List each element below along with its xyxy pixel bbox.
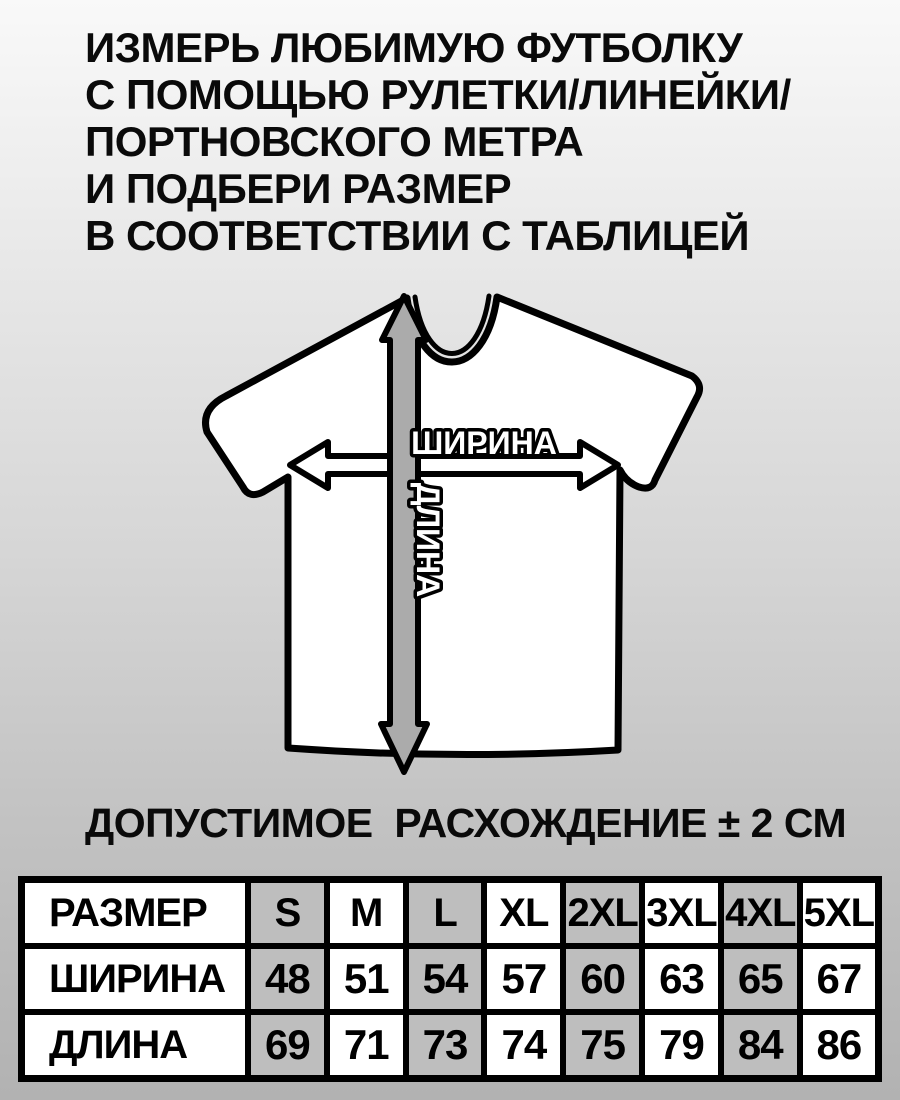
length-value: 86 bbox=[800, 1012, 879, 1079]
width-value: 63 bbox=[642, 946, 721, 1012]
row-label-length: ДЛИНА bbox=[22, 1012, 249, 1079]
length-value: 74 bbox=[484, 1012, 563, 1079]
width-value: 57 bbox=[484, 946, 563, 1012]
table-row-sizes bbox=[22, 880, 879, 947]
length-value: 73 bbox=[406, 1012, 485, 1079]
intro-line: В СООТВЕТСТВИИ С ТАБЛИЦЕЙ bbox=[85, 212, 750, 259]
width-value: 60 bbox=[563, 946, 642, 1012]
size-cell: 2XL bbox=[563, 880, 642, 947]
width-arrow-label: ШИРИНА bbox=[411, 425, 557, 461]
tshirt-outline bbox=[206, 297, 700, 755]
width-value: 54 bbox=[406, 946, 485, 1012]
length-value: 84 bbox=[721, 1012, 800, 1079]
length-value: 69 bbox=[248, 1012, 327, 1079]
length-value: 75 bbox=[563, 1012, 642, 1079]
width-value: 67 bbox=[800, 946, 879, 1012]
intro-line: ПОРТНОВСКОГО МЕТРА bbox=[85, 118, 584, 165]
size-cell: S bbox=[248, 880, 327, 947]
size-cell: 4XL bbox=[721, 880, 800, 947]
width-value: 51 bbox=[327, 946, 406, 1012]
intro-line: С ПОМОЩЬЮ РУЛЕТКИ/ЛИНЕЙКИ/ bbox=[85, 71, 791, 118]
intro-line: ИЗМЕРЬ ЛЮБИМУЮ ФУТБОЛКУ bbox=[85, 24, 743, 71]
tolerance-note: ДОПУСТИМОЕ РАСХОЖДЕНИЕ ± 2 СМ bbox=[85, 800, 847, 846]
length-arrow-label: ДЛИНА bbox=[410, 482, 446, 598]
length-value: 71 bbox=[327, 1012, 406, 1079]
width-value: 65 bbox=[721, 946, 800, 1012]
length-value: 79 bbox=[642, 1012, 721, 1079]
size-cell: L bbox=[406, 880, 485, 947]
size-cell: 3XL bbox=[642, 880, 721, 947]
width-value: 48 bbox=[248, 946, 327, 1012]
size-cell: XL bbox=[484, 880, 563, 947]
tshirt-measurement-diagram bbox=[180, 280, 720, 792]
size-table bbox=[18, 876, 882, 1082]
size-cell: M bbox=[327, 880, 406, 947]
table-header-size: РАЗМЕР bbox=[22, 880, 249, 947]
size-cell: 5XL bbox=[800, 880, 879, 947]
intro-line: И ПОДБЕРИ РАЗМЕР bbox=[85, 165, 512, 212]
intro-heading bbox=[85, 24, 791, 259]
table-row-width bbox=[22, 946, 879, 1012]
table-row-length bbox=[22, 1012, 879, 1079]
row-label-width: ШИРИНА bbox=[22, 946, 249, 1012]
